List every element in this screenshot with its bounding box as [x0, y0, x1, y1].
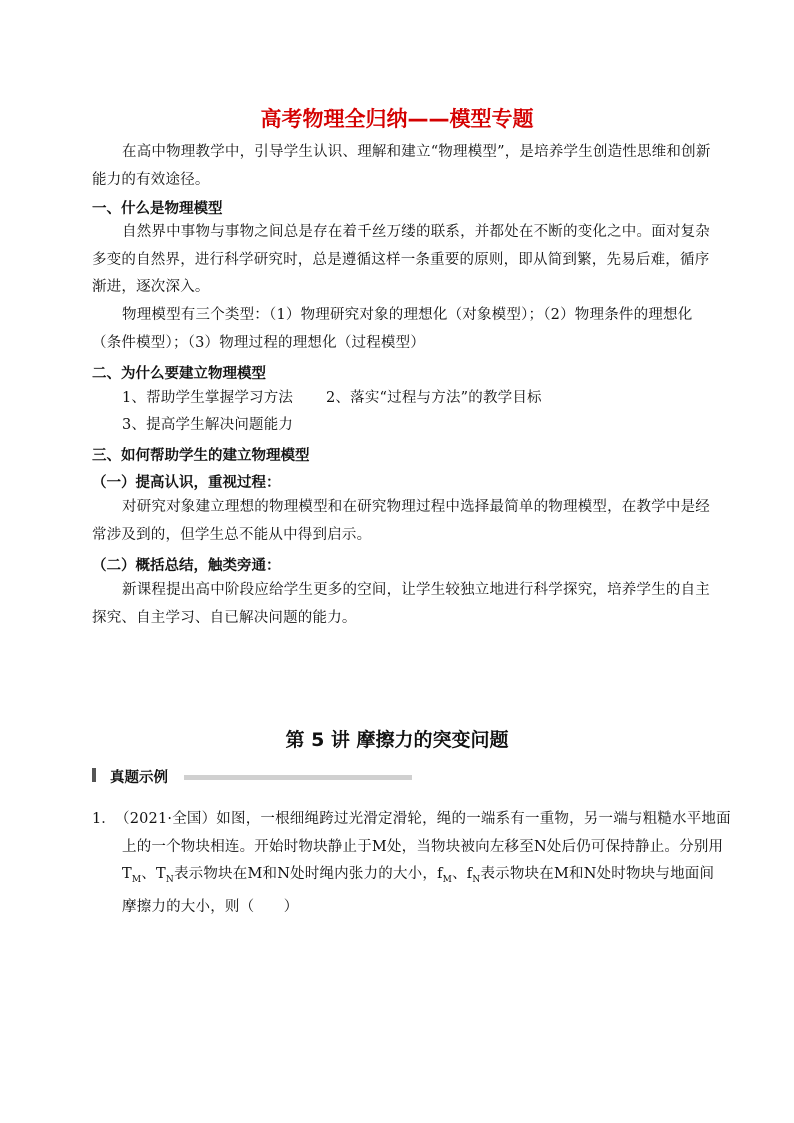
- question-line-3: $T_M$、$T_N$表示物块在M和N处时绳内张力的大小，$f_M$、$f_N$表示物块在M和N处时物块与地面间: [122, 866, 715, 885]
- question-line-2: 上的一个物块相连。开始时物块静止于M处，当物块被向左移至N处后仍可保持静止。分别用: [122, 838, 724, 855]
- subsection-1-heading: （一）提高认识，重视过程：: [92, 475, 281, 491]
- friction-symbol-m: $f_M$: [437, 866, 453, 885]
- question-body: [115, 806, 731, 922]
- subsection-1-text: 对研究对象建立理想的物理模型和在研究物理过程中选择最简单的物理模型，在教学中是经常涉及到的，但学生总不能从中得到启示。: [92, 499, 710, 543]
- subsection-2-heading: （二）概括总结，触类旁通：: [92, 558, 281, 574]
- document-title: 高考物理全归纳——模型专题: [260, 107, 534, 131]
- question-number: 1．: [92, 811, 116, 827]
- intro-paragraph: 在高中物理教学中，引导学生认识、理解和建立“物理模型”，是培养学生创造性思维和创新能力的有效途径。: [92, 144, 711, 188]
- section-2-item-1: 1、帮助学生掌握学习方法: [122, 390, 294, 406]
- section-3-heading: 三、如何帮助学生的建立物理模型: [92, 448, 310, 464]
- lesson-title: 第 5 讲 摩擦力的突变问题: [285, 729, 509, 751]
- subsection-2-text: 新课程提出高中阶段应给学生更多的空间，让学生较独立地进行科学探究，培养学生的自主探究、自主学习、自已解决问题的能力。: [92, 582, 710, 626]
- section-2-item-3: 3、提高学生解决问题能力: [122, 417, 294, 433]
- friction-symbol-n: $f_N$: [466, 866, 481, 885]
- section-2-heading: 二、为什么要建立物理模型: [92, 366, 266, 382]
- question-line-4: 摩擦力的大小，则（ ）: [122, 899, 299, 916]
- section-label: 真题示例: [110, 770, 168, 786]
- section-2-item-2: 2、落实“过程与方法”的教学目标: [326, 390, 542, 406]
- question-line-1: （2021·全国）如图，一根细绳跨过光滑定滑轮，绳的一端系有一重物，另一端与粗糙水平地面: [115, 811, 731, 827]
- section-bar-rule: [184, 775, 412, 780]
- section-1-heading: 一、什么是物理模型: [92, 201, 223, 217]
- section-1-paragraph-1: 自然界中事物与事物之间总是存在着千丝万缕的联系，并都处在不断的变化之中。面对复杂多变的自然界，进行科学研究时，总是遵循这样一条重要的原则，即从简到繁，先易后难，循序渐进，逐次深入。: [92, 224, 710, 295]
- tension-symbol-n: $T_N$: [156, 866, 174, 885]
- section-1-paragraph-2: 物理模型有三个类型：（1）物理研究对象的理想化（对象模型）；（2）物理条件的理想化（条件模型）；（3）物理过程的理想化（过程模型）: [92, 307, 693, 351]
- section-bar-marker: [92, 768, 96, 782]
- tension-symbol-m: $T_M$: [122, 866, 142, 885]
